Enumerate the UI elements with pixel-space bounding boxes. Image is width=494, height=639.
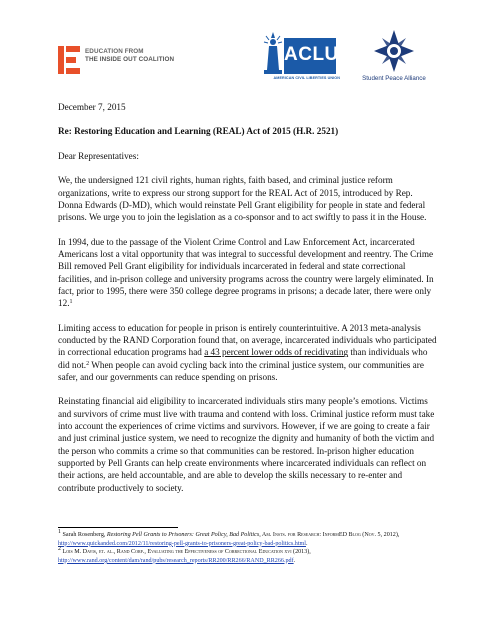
footnote-1-author: Sarah Rosenberg, [61, 532, 107, 538]
footnote-2-text: Lois M. Davis, et. al., Rand Corp., Evaluating the Effectiveness of Correctional Education xvi (2013), [61, 549, 311, 556]
recidivism-highlight: a 43 percent lower odds of recidivating [204, 347, 349, 358]
footnote-divider [58, 527, 178, 528]
efio-logo [58, 46, 228, 76]
statue-of-liberty-icon [260, 30, 286, 76]
spa-name: Student Peace Alliance [362, 75, 426, 82]
footnote-2-link[interactable]: http://www.rand.org/content/dam/rand/pubs/research_reports/RR200/RR266/RAND_RR266.pdf [58, 557, 294, 564]
footnotes [58, 531, 438, 565]
footnote-1 [58, 531, 438, 548]
aclu-box [284, 38, 339, 74]
paragraph-2-text: In 1994, due to the passage of the Violent Crime Control and Law Enforcement Act, incarcerated Americans lost a vital opportunity that was integral to successful development and reentry. The Crime Bill removed Pell Grant eligibility for individuals incarcerated in federal and state correctional facilities, and in-prison college and university programs across the country were largely eliminated. In fact, prior to 1995, there were 350 college degree programs in prisons; a decade later, there were only 12. [58, 236, 434, 309]
efio-line1: EDUCATION FROM [85, 48, 144, 55]
letter-salutation: Dear Representatives: [58, 150, 139, 161]
paragraph-3-part-a: Limiting access to education for people in prison is entirely counterintuitive. A 2013 meta-analysis conducted by the RAND Corporation found that, on average, incarcerated individuals who participated in correctional education programs had [58, 322, 437, 358]
footnote-2 [58, 548, 438, 565]
paragraph-3 [58, 322, 438, 383]
paragraph-4: Reinstating financial aid eligibility to incarcerated individuals stirs many people’s emotions. Victims and survivors of crime must live with trauma and contend with loss. Criminal justice reform must take into account the experiences of crime victims and survivors. However, if we are going to create a fair and just criminal justice system, we need to recognize the dignity and humanity of both the victim and the person who commits a crime so that communities can be restored. In-prison higher education supported by Pell Grants can help create environments where incarcerated individuals can reflect on their actions, are held accountable, and are able to develop the skills necessary to re-enter and contribute productively to society. [58, 396, 435, 493]
footnote-1-link[interactable]: http://www.quickanded.com/2012/11/restoring-pell-grants-to-prisoners-great-policy-bad-politics.html [58, 540, 306, 547]
paragraph-1: We, the undersigned 121 civil rights, human rights, faith based, and criminal justice reform organizations, write to express our strong support for the REAL Act of 2015, introduced by Rep. Donna Edwards (D-MD), which would reinstate Pell Grant eligibility for people in state and federal prisons. We urge you to join the legislation as a co-sponsor and to act swiftly to pass it in the House. [58, 175, 427, 223]
efio-line2: THE INSIDE OUT COALITION [85, 56, 175, 63]
paragraph-3-part-b: than individuals who did not. [58, 347, 428, 370]
footnote-1-source: , Am. Insts. for Research: InformED Blog (Nov. 5, 2012), [259, 532, 400, 538]
aclu-logo [250, 30, 340, 88]
letter-body [58, 101, 438, 506]
footnote-1-end: . [305, 540, 308, 547]
paragraph-3-part-c: When people can avoid cycling back into the criminal justice system, our communities are safer, and our governments can reduce spending on prisons. [58, 359, 424, 382]
aclu-word: ACLU [284, 44, 339, 65]
footnote-ref-1[interactable]: 1 [69, 299, 73, 306]
aclu-subtitle: AMERICAN CIVIL LIBERTIES UNION [273, 76, 340, 80]
letter-date: December 7, 2015 [58, 102, 126, 112]
footnote-1-number: 1 [58, 529, 61, 535]
efio-mark-icon [58, 46, 80, 74]
footnote-ref-2[interactable]: 2 [86, 360, 90, 367]
compass-star-icon [374, 30, 414, 72]
footnote-1-title: Restoring Pell Grants to Prisoners: Great Policy, Bad Politics [106, 532, 260, 538]
spa-logo [352, 30, 436, 90]
header-logos [58, 30, 436, 92]
footnote-2-end: . [293, 557, 296, 564]
paragraph-2 [58, 236, 438, 310]
footnote-2-number: 2 [58, 546, 61, 553]
letter-subject: Re: Restoring Education and Learning (REAL) Act of 2015 (H.R. 2521) [58, 126, 339, 137]
